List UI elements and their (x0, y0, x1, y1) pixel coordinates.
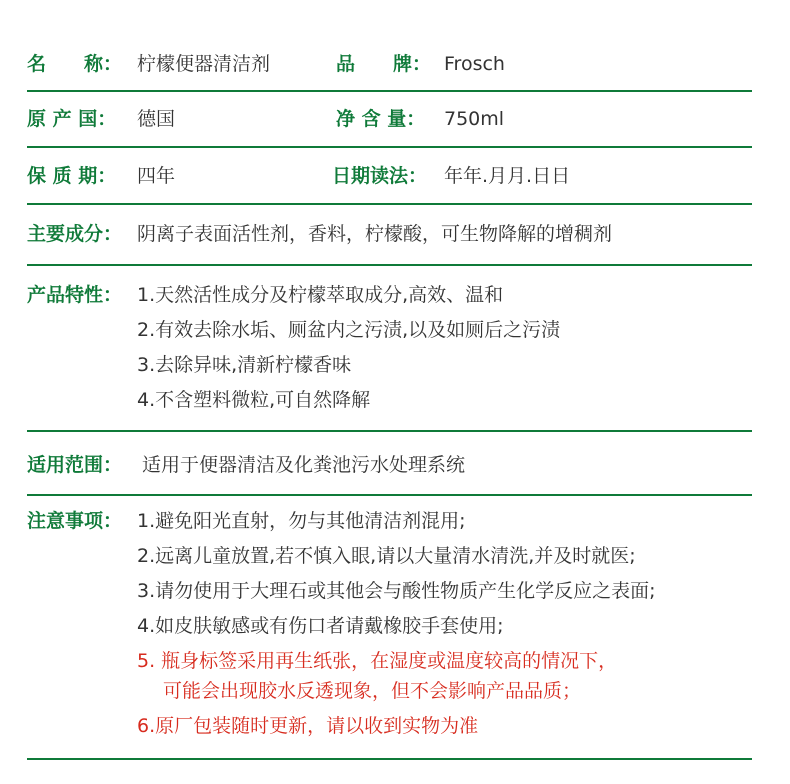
features-label: 产品特性： (27, 284, 123, 306)
divider (27, 146, 752, 148)
note-item-warning-cont: 可能会出现胶水反透现象，但不会影响产品品质； (163, 680, 582, 702)
scope-value: 适用于便器清洁及化粪池污水处理系统 (142, 454, 466, 476)
brand-label: 品 牌： (336, 53, 432, 75)
note-item: 1.避免阳光直射，勿与其他清洁剂混用; (137, 510, 466, 532)
name-value: 柠檬便器清洁剂 (137, 53, 271, 75)
note-item: 3.请勿使用于大理石或其他会与酸性物质产生化学反应之表面; (137, 580, 656, 602)
name-label: 名 称： (27, 53, 123, 75)
row-name-brand (27, 49, 752, 79)
row-ingredients (27, 219, 752, 249)
origin-value: 德国 (137, 108, 176, 130)
note-item: 2.远离儿童放置,若不慎入眼,请以大量清水清洗,并及时就医; (137, 545, 636, 567)
origin-label: 原 产 国： (27, 108, 117, 130)
divider (27, 264, 752, 266)
volume-value: 750ml (444, 108, 505, 130)
shelf-life-value: 四年 (137, 165, 176, 187)
divider (27, 430, 752, 432)
row-shelf-date (27, 161, 752, 191)
date-format-label: 日期读法： (332, 165, 428, 187)
feature-item: 2.有效去除水垢、厕盆内之污渍,以及如厕后之污渍 (137, 319, 561, 341)
divider (27, 758, 752, 760)
feature-item: 3.去除异味,清新柠檬香味 (137, 354, 352, 376)
date-format-value: 年年.月月.日日 (444, 165, 571, 187)
scope-label: 适用范围： (27, 454, 123, 476)
divider (27, 90, 752, 92)
notes-label: 注意事项： (27, 510, 123, 532)
shelf-life-label: 保 质 期： (27, 165, 117, 187)
volume-label: 净 含 量： (336, 108, 426, 130)
feature-item: 1.天然活性成分及柠檬萃取成分,高效、温和 (137, 284, 504, 306)
feature-item: 4.不含塑料微粒,可自然降解 (137, 389, 371, 411)
row-origin-volume (27, 104, 752, 134)
ingredients-value: 阴离子表面活性剂，香料，柠檬酸，可生物降解的增稠剂 (137, 223, 613, 245)
row-notes (27, 506, 752, 746)
note-item: 4.如皮肤敏感或有伤口者请戴橡胶手套使用; (137, 615, 504, 637)
note-item-warning: 6.原厂包装随时更新，请以收到实物为准 (137, 715, 479, 737)
row-features (27, 280, 752, 420)
brand-value: Frosch (444, 53, 505, 75)
ingredients-label: 主要成分： (27, 223, 123, 245)
divider (27, 203, 752, 205)
divider (27, 494, 752, 496)
note-item-warning: 5. 瓶身标签采用再生纸张，在湿度或温度较高的情况下， (137, 650, 618, 672)
row-scope (27, 450, 752, 480)
